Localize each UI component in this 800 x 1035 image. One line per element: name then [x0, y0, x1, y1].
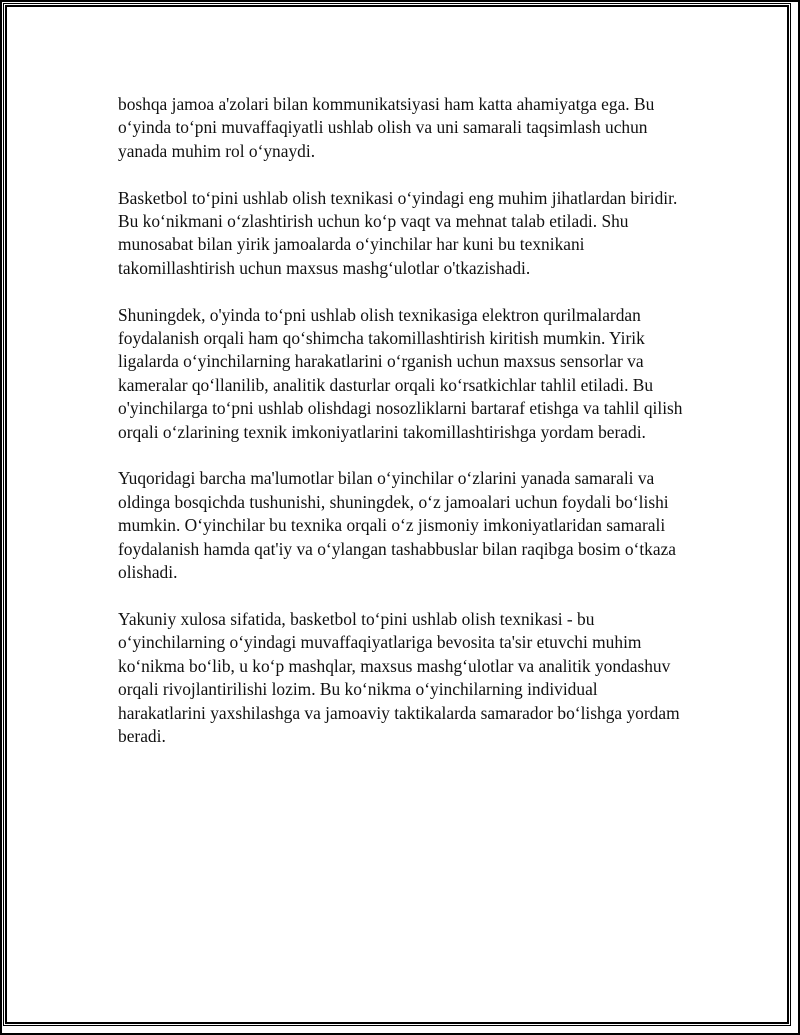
document-body [118, 93, 688, 772]
paragraph-3: Shuningdek, o'yinda to‘pni ushlab olish texnikasiga elektron qurilmalardan foydalanish orqali ham qo‘shimcha takomillashtirish kiritish mumkin. Yirik ligalarda o‘yinchilarning harakatlarini o‘rganish uchun maxsus sensorlar va kameralar qo‘llanilib, analitik dasturlar orqali ko‘rsatkichlar tahlil etiladi. Bu o'yinchilarga to‘pni ushlab olishdagi nosozliklarni bartaraf etishga va tahlil qilish orqali o‘zlarining texnik imkoniyatlarini takomillashtirishga yordam beradi. [118, 304, 683, 442]
paragraph-1: boshqa jamoa a'zolari bilan kommunikatsiyasi ham katta ahamiyatga ega. Bu o‘yinda to‘pni muvaffaqiyatli ushlab olish va uni samarali taqsimlash uchun yanada muhim rol o‘ynaydi. [118, 94, 655, 161]
paragraph-2: Basketbol to‘pini ushlab olish texnikasi o‘yindagi eng muhim jihatlardan biridir. Bu ko‘nikmani o‘zlashtirish uchun ko‘p vaqt va mehnat talab etiladi. Shu munosabat bilan yirik jamoalarda o‘yinchilar har kuni bu texnikani takomillashtirish uchun maxsus mashg‘ulotlar o'tkazishadi. [118, 187, 678, 278]
paragraph-5: Yakuniy xulosa sifatida, basketbol to‘pini ushlab olish texnikasi - bu o‘yinchilarning o‘yindagi muvaffaqiyatlariga bevosita ta'sir etuvchi muhim ko‘nikma bo‘lib, u ko‘p mashqlar, maxsus mashg‘ulotlar va analitik yondashuv orqali rivojlantirilishi lozim. Bu ko‘nikma o‘yinchilarning individual harakatlarini yaxshilashga va jamoaviy taktikalarda samarador bo‘lishga yordam beradi. [118, 608, 680, 746]
paragraph-4: Yuqoridagi barcha ma'lumotlar bilan o‘yinchilar o‘zlarini yanada samarali va oldinga bosqichda tushunishi, shuningdek, o‘z jamoalari uchun foydali bo‘lishi mumkin. O‘yinchilar bu texnika orqali o‘z jismoniy imkoniyatlaridan samarali foydalanish hamda qat'iy va o‘ylangan tashabbuslar bilan raqibga bosim o‘tkaza olishadi. [118, 468, 677, 583]
